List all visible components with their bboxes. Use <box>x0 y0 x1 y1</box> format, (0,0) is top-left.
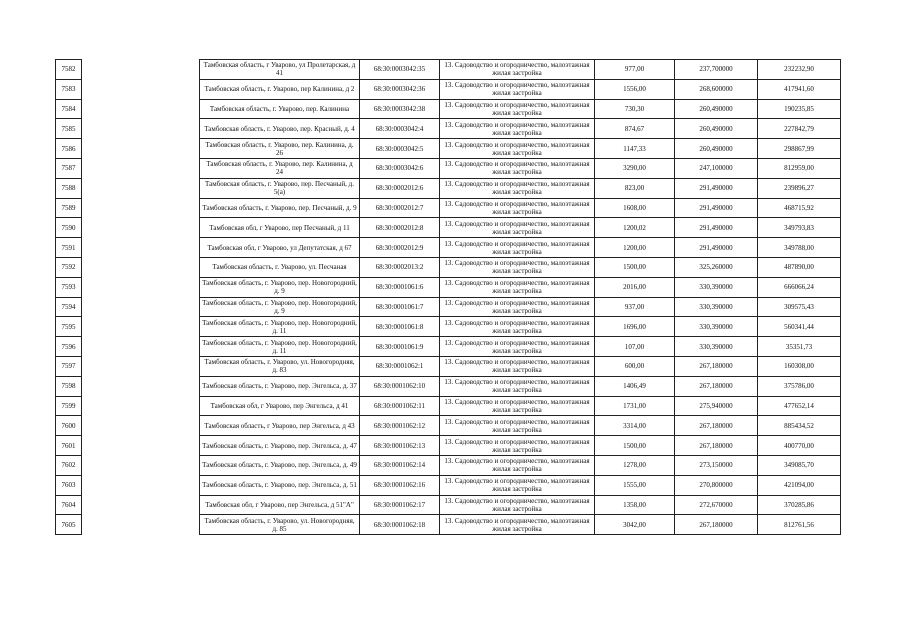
cadastral-value-cell: 370285,86 <box>758 495 841 515</box>
area-cell: 1556,00 <box>595 79 675 99</box>
address-cell: Тамбовская область, г. Уварово, пер Калинина, д 2 <box>200 79 360 99</box>
cadastral-value-cell: 309575,43 <box>758 297 841 317</box>
table-row <box>200 60 841 80</box>
table-row <box>200 139 841 159</box>
land-use-cell: 13. Садоводство и огородничество, малоэтажная жилая застройка <box>440 376 595 396</box>
land-use-cell: 13. Садоводство и огородничество, малоэтажная жилая застройка <box>440 79 595 99</box>
address-cell: Тамбовская область, г. Уварово, пер. Красный, д. 4 <box>200 119 360 139</box>
cadastral-number-cell: 68:30:0001062:18 <box>360 515 440 535</box>
cadastral-number-cell: 68:30:0002012:6 <box>360 178 440 198</box>
address-cell: Тамбовская область, г. Уварово, ул. Новогородняя, д. 83 <box>200 356 360 376</box>
table-row <box>200 178 841 198</box>
area-cell: 1358,00 <box>595 495 675 515</box>
row-number-row <box>56 257 82 277</box>
cadastral-number-cell: 68:30:0001062:10 <box>360 376 440 396</box>
table-row <box>200 515 841 535</box>
cadastral-number-cell: 68:30:0003042:36 <box>360 79 440 99</box>
land-use-cell: 13. Садоводство и огородничество, малоэтажная жилая застройка <box>440 356 595 376</box>
table-row <box>200 198 841 218</box>
specific-value-cell: 267,180000 <box>675 515 758 535</box>
row-number-cell: 7603 <box>56 475 82 495</box>
land-use-cell: 13. Садоводство и огородничество, малоэтажная жилая застройка <box>440 158 595 178</box>
table-row <box>200 317 841 337</box>
cadastral-number-cell: 68:30:0001062:13 <box>360 436 440 456</box>
row-number-cell: 7595 <box>56 317 82 337</box>
land-use-cell: 13. Садоводство и огородничество, малоэтажная жилая застройка <box>440 277 595 297</box>
table-row <box>200 238 841 258</box>
specific-value-cell: 267,180000 <box>675 436 758 456</box>
area-cell: 1608,00 <box>595 198 675 218</box>
specific-value-cell: 275,940000 <box>675 396 758 416</box>
row-number-row <box>56 337 82 357</box>
specific-value-cell: 273,150000 <box>675 455 758 475</box>
area-cell: 1147,33 <box>595 139 675 159</box>
cadastral-value-cell: 487890,00 <box>758 257 841 277</box>
row-number-row <box>56 277 82 297</box>
cadastral-value-cell: 812959,00 <box>758 158 841 178</box>
cadastral-value-cell: 298867,99 <box>758 139 841 159</box>
cadastral-number-cell: 68:30:0003042:6 <box>360 158 440 178</box>
cadastral-value-cell: 349788,00 <box>758 238 841 258</box>
address-cell: Тамбовская область, г. Уварово, пер. Энгельса, д. 51 <box>200 475 360 495</box>
land-use-cell: 13. Садоводство и огородничество, малоэтажная жилая застройка <box>440 238 595 258</box>
row-number-cell: 7589 <box>56 198 82 218</box>
area-cell: 1696,00 <box>595 317 675 337</box>
address-cell: Тамбовская область, г Уварово, пер Энгельса, д 43 <box>200 416 360 436</box>
address-cell: Тамбовская обл, г Уварово, пер Песчаный, д 11 <box>200 218 360 238</box>
address-cell: Тамбовская область, г. Уварово, пер. Калинина <box>200 99 360 119</box>
table-row <box>200 376 841 396</box>
cadastral-value-cell: 349793,83 <box>758 218 841 238</box>
address-cell: Тамбовская обл, г Уварово, пер Энгельса, д 51"А" <box>200 495 360 515</box>
cadastral-number-cell: 68:30:0001062:16 <box>360 475 440 495</box>
land-plots-table <box>199 59 841 535</box>
table-row <box>200 396 841 416</box>
specific-value-cell: 237,700000 <box>675 60 758 80</box>
specific-value-cell: 268,600000 <box>675 79 758 99</box>
land-use-cell: 13. Садоводство и огородничество, малоэтажная жилая застройка <box>440 515 595 535</box>
row-number-cell: 7599 <box>56 396 82 416</box>
row-number-row <box>56 376 82 396</box>
table-row <box>200 356 841 376</box>
area-cell: 1278,00 <box>595 455 675 475</box>
cadastral-value-cell: 375786,00 <box>758 376 841 396</box>
cadastral-value-cell: 885434,52 <box>758 416 841 436</box>
cadastral-number-cell: 68:30:0001061:9 <box>360 337 440 357</box>
area-cell: 823,00 <box>595 178 675 198</box>
land-use-cell: 13. Садоводство и огородничество, малоэтажная жилая застройка <box>440 257 595 277</box>
land-use-cell: 13. Садоводство и огородничество, малоэтажная жилая застройка <box>440 119 595 139</box>
cadastral-value-cell: 560341,44 <box>758 317 841 337</box>
land-use-cell: 13. Садоводство и огородничество, малоэтажная жилая застройка <box>440 99 595 119</box>
cadastral-value-cell: 35351,73 <box>758 337 841 357</box>
area-cell: 1731,00 <box>595 396 675 416</box>
cadastral-value-cell: 160308,00 <box>758 356 841 376</box>
specific-value-cell: 267,180000 <box>675 416 758 436</box>
cadastral-number-cell: 68:30:0001061:7 <box>360 297 440 317</box>
row-number-column <box>55 59 82 535</box>
row-number-cell: 7584 <box>56 99 82 119</box>
land-use-cell: 13. Садоводство и огородничество, малоэтажная жилая застройка <box>440 139 595 159</box>
address-cell: Тамбовская область, г. Уварово, пер. Новогородний, д. 9 <box>200 297 360 317</box>
row-number-row <box>56 416 82 436</box>
land-use-cell: 13. Садоводство и огородничество, малоэтажная жилая застройка <box>440 337 595 357</box>
row-number-row <box>56 356 82 376</box>
row-number-row <box>56 238 82 258</box>
land-use-cell: 13. Садоводство и огородничество, малоэтажная жилая застройка <box>440 218 595 238</box>
cadastral-number-cell: 68:30:0001061:8 <box>360 317 440 337</box>
cadastral-number-cell: 68:30:0002012:7 <box>360 198 440 218</box>
land-use-cell: 13. Садоводство и огородничество, малоэтажная жилая застройка <box>440 495 595 515</box>
specific-value-cell: 325,260000 <box>675 257 758 277</box>
table-row <box>200 119 841 139</box>
land-use-cell: 13. Садоводство и огородничество, малоэтажная жилая застройка <box>440 436 595 456</box>
area-cell: 1500,00 <box>595 436 675 456</box>
cadastral-value-cell: 349085,70 <box>758 455 841 475</box>
cadastral-number-cell: 68:30:0002013:2 <box>360 257 440 277</box>
specific-value-cell: 291,490000 <box>675 218 758 238</box>
row-number-row <box>56 119 82 139</box>
table-row <box>200 337 841 357</box>
cadastral-value-cell: 190235,85 <box>758 99 841 119</box>
address-cell: Тамбовская область, г. Уварово, пер. Калинина, д 24 <box>200 158 360 178</box>
cadastral-value-cell: 239896,27 <box>758 178 841 198</box>
row-number-row <box>56 495 82 515</box>
land-use-cell: 13. Садоводство и огородничество, малоэтажная жилая застройка <box>440 178 595 198</box>
row-number-cell: 7596 <box>56 337 82 357</box>
cadastral-value-cell: 666066,24 <box>758 277 841 297</box>
specific-value-cell: 330,390000 <box>675 317 758 337</box>
row-number-cell: 7600 <box>56 416 82 436</box>
table-row <box>200 79 841 99</box>
specific-value-cell: 260,490000 <box>675 139 758 159</box>
area-cell: 1200,02 <box>595 218 675 238</box>
cadastral-number-cell: 68:30:0002012:9 <box>360 238 440 258</box>
cadastral-number-cell: 68:30:0001062:11 <box>360 396 440 416</box>
row-number-row <box>56 218 82 238</box>
row-number-row <box>56 60 82 80</box>
specific-value-cell: 267,180000 <box>675 376 758 396</box>
area-cell: 2016,00 <box>595 277 675 297</box>
specific-value-cell: 247,100000 <box>675 158 758 178</box>
address-cell: Тамбовская область, г. Уварово, пер. Новогородний, д. 11 <box>200 317 360 337</box>
area-cell: 730,30 <box>595 99 675 119</box>
cadastral-number-cell: 68:30:0003042:35 <box>360 60 440 80</box>
address-cell: Тамбовская область, г. Уварово, пер. Энгельса, д. 37 <box>200 376 360 396</box>
specific-value-cell: 330,390000 <box>675 277 758 297</box>
area-cell: 3042,00 <box>595 515 675 535</box>
table-row <box>200 436 841 456</box>
specific-value-cell: 291,490000 <box>675 178 758 198</box>
table-row <box>200 475 841 495</box>
area-cell: 1500,00 <box>595 257 675 277</box>
cadastral-value-cell: 227842,79 <box>758 119 841 139</box>
cadastral-number-cell: 68:30:0003042:38 <box>360 99 440 119</box>
row-number-cell: 7592 <box>56 257 82 277</box>
cadastral-number-cell: 68:30:0003042:5 <box>360 139 440 159</box>
row-number-cell: 7598 <box>56 376 82 396</box>
row-number-row <box>56 198 82 218</box>
row-number-cell: 7591 <box>56 238 82 258</box>
table-row <box>200 277 841 297</box>
table-row <box>200 218 841 238</box>
table-row <box>200 99 841 119</box>
table-row <box>200 297 841 317</box>
row-number-cell: 7605 <box>56 515 82 535</box>
row-number-row <box>56 396 82 416</box>
address-cell: Тамбовская область, г Уварово, ул Пролетарская, д 41 <box>200 60 360 80</box>
land-plots-body <box>200 60 841 535</box>
area-cell: 107,00 <box>595 337 675 357</box>
cadastral-value-cell: 417941,60 <box>758 79 841 99</box>
specific-value-cell: 291,490000 <box>675 238 758 258</box>
row-number-cell: 7601 <box>56 436 82 456</box>
row-number-body <box>56 60 82 535</box>
row-number-cell: 7588 <box>56 178 82 198</box>
row-number-row <box>56 436 82 456</box>
row-number-cell: 7585 <box>56 119 82 139</box>
row-number-cell: 7593 <box>56 277 82 297</box>
cadastral-number-cell: 68:30:0001062:17 <box>360 495 440 515</box>
table-row <box>200 158 841 178</box>
area-cell: 1555,00 <box>595 475 675 495</box>
row-number-row <box>56 297 82 317</box>
specific-value-cell: 260,490000 <box>675 99 758 119</box>
cadastral-number-cell: 68:30:0001062:14 <box>360 455 440 475</box>
row-number-cell: 7583 <box>56 79 82 99</box>
address-cell: Тамбовская область, г. Уварово, пер. Новогородний, д. 9 <box>200 277 360 297</box>
table-row <box>200 455 841 475</box>
cadastral-value-cell: 812761,56 <box>758 515 841 535</box>
land-use-cell: 13. Садоводство и огородничество, малоэтажная жилая застройка <box>440 317 595 337</box>
cadastral-value-cell: 421094,00 <box>758 475 841 495</box>
cadastral-value-cell: 400770,00 <box>758 436 841 456</box>
address-cell: Тамбовская область, г. Уварово, пер. Энгельса, д. 49 <box>200 455 360 475</box>
address-cell: Тамбовская область, г. Уварово, пер. Калинина, д. 26 <box>200 139 360 159</box>
address-cell: Тамбовская обл, г Уварово, пер Энгельса, д 41 <box>200 396 360 416</box>
area-cell: 3290,00 <box>595 158 675 178</box>
land-use-cell: 13. Садоводство и огородничество, малоэтажная жилая застройка <box>440 60 595 80</box>
land-use-cell: 13. Садоводство и огородничество, малоэтажная жилая застройка <box>440 297 595 317</box>
land-use-cell: 13. Садоводство и огородничество, малоэтажная жилая застройка <box>440 475 595 495</box>
row-number-row <box>56 139 82 159</box>
row-number-row <box>56 515 82 535</box>
area-cell: 1406,49 <box>595 376 675 396</box>
area-cell: 1200,00 <box>595 238 675 258</box>
row-number-row <box>56 178 82 198</box>
row-number-cell: 7597 <box>56 356 82 376</box>
cadastral-value-cell: 477652,14 <box>758 396 841 416</box>
address-cell: Тамбовская область, г. Уварово, ул. Песчаная <box>200 257 360 277</box>
cadastral-number-cell: 68:30:0001062:12 <box>360 416 440 436</box>
row-number-cell: 7582 <box>56 60 82 80</box>
land-use-cell: 13. Садоводство и огородничество, малоэтажная жилая застройка <box>440 198 595 218</box>
cadastral-value-cell: 232232,90 <box>758 60 841 80</box>
land-use-cell: 13. Садоводство и огородничество, малоэтажная жилая застройка <box>440 416 595 436</box>
address-cell: Тамбовская обл, г Уварово, ул Депутатская, д 67 <box>200 238 360 258</box>
row-number-row <box>56 79 82 99</box>
cadastral-number-cell: 68:30:0001062:1 <box>360 356 440 376</box>
row-number-cell: 7587 <box>56 158 82 178</box>
area-cell: 937,00 <box>595 297 675 317</box>
address-cell: Тамбовская область, г. Уварово, пер. Энгельса, д. 47 <box>200 436 360 456</box>
area-cell: 874,67 <box>595 119 675 139</box>
specific-value-cell: 291,490000 <box>675 198 758 218</box>
table-row <box>200 416 841 436</box>
table-row <box>200 495 841 515</box>
area-cell: 3314,00 <box>595 416 675 436</box>
specific-value-cell: 270,800000 <box>675 475 758 495</box>
specific-value-cell: 330,390000 <box>675 337 758 357</box>
address-cell: Тамбовская область, г. Уварово, пер. Песчаный, д. 5(а) <box>200 178 360 198</box>
row-number-cell: 7594 <box>56 297 82 317</box>
address-cell: Тамбовская область, г. Уварово, пер. Новогородний, д. 11 <box>200 337 360 357</box>
row-number-cell: 7590 <box>56 218 82 238</box>
specific-value-cell: 330,390000 <box>675 297 758 317</box>
cadastral-value-cell: 468715,92 <box>758 198 841 218</box>
row-number-row <box>56 158 82 178</box>
specific-value-cell: 260,490000 <box>675 119 758 139</box>
area-cell: 977,00 <box>595 60 675 80</box>
cadastral-number-cell: 68:30:0003042:4 <box>360 119 440 139</box>
cadastral-number-cell: 68:30:0002012:8 <box>360 218 440 238</box>
specific-value-cell: 272,670000 <box>675 495 758 515</box>
land-use-cell: 13. Садоводство и огородничество, малоэтажная жилая застройка <box>440 455 595 475</box>
address-cell: Тамбовская область, г. Уварово, ул. Новогородняя, д. 85 <box>200 515 360 535</box>
table-row <box>200 257 841 277</box>
row-number-row <box>56 317 82 337</box>
row-number-cell: 7602 <box>56 455 82 475</box>
cadastral-number-cell: 68:30:0001061:6 <box>360 277 440 297</box>
row-number-row <box>56 475 82 495</box>
row-number-row <box>56 455 82 475</box>
row-number-row <box>56 99 82 119</box>
area-cell: 600,00 <box>595 356 675 376</box>
address-cell: Тамбовская область, г. Уварово, пер. Песчаный, д. 9 <box>200 198 360 218</box>
row-number-cell: 7586 <box>56 139 82 159</box>
land-use-cell: 13. Садоводство и огородничество, малоэтажная жилая застройка <box>440 396 595 416</box>
row-number-cell: 7604 <box>56 495 82 515</box>
specific-value-cell: 267,180000 <box>675 356 758 376</box>
